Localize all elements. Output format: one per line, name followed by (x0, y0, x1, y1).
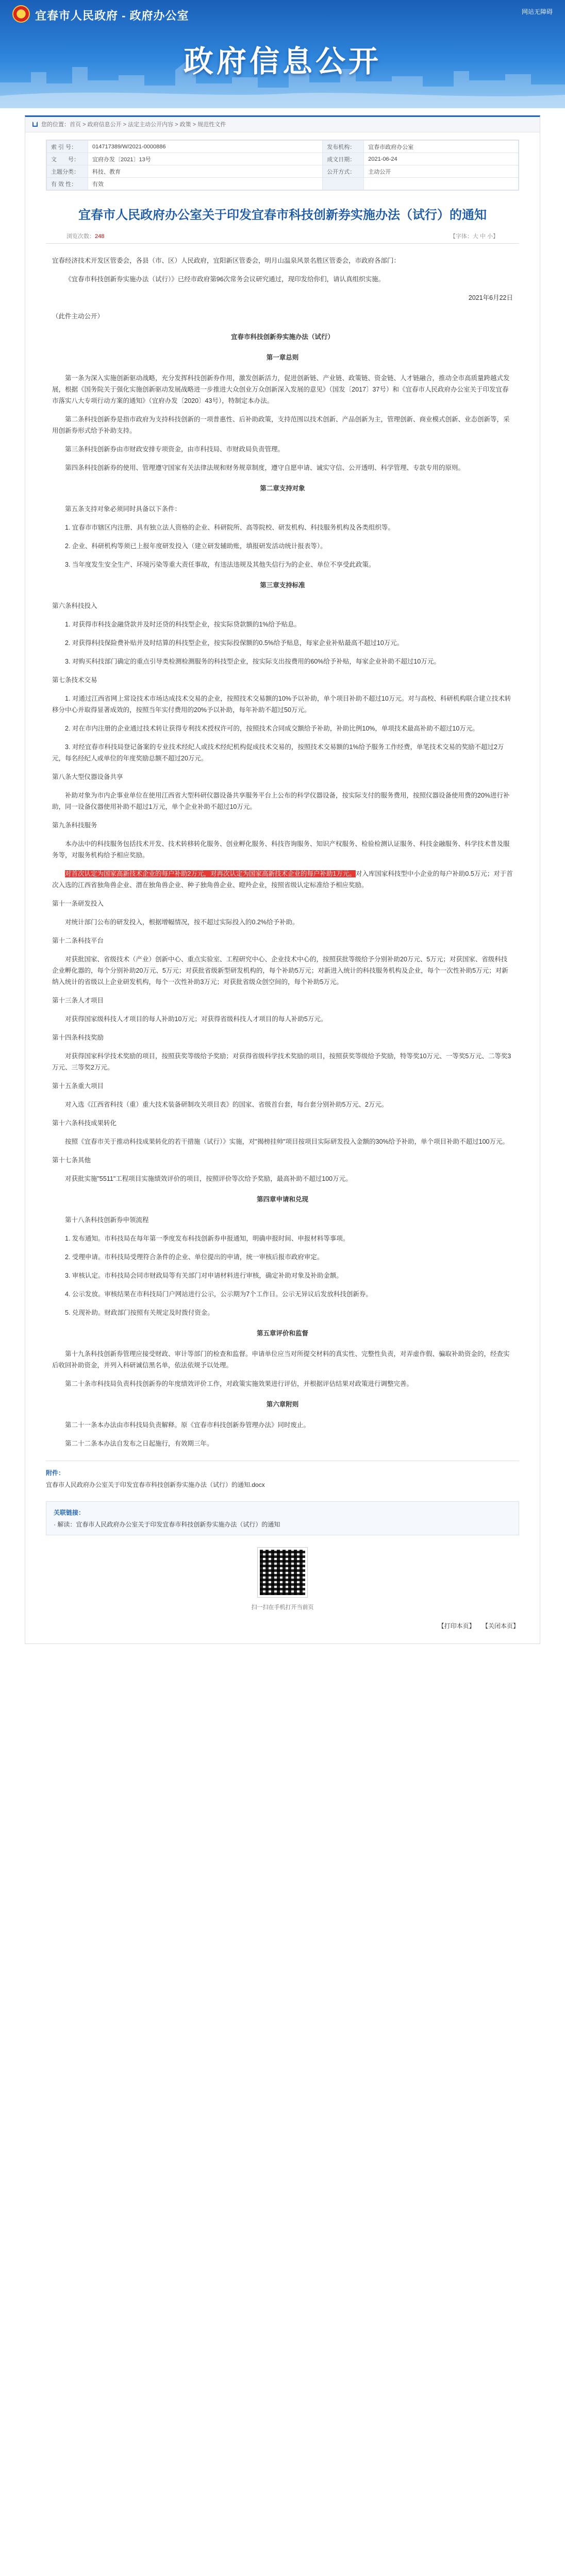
attachment-label: 附件： (46, 1469, 65, 1477)
breadcrumb (25, 117, 540, 132)
body-paragraph: 3. 对经宜春市科技局登记备案的专业技术经纪人或技术经纪机构促成技术交易的，按照技术交易额的1%给予服务工作经费，单笔技术交易的奖励不超过2万元，每名经纪人或单位的年度奖励总额不超过20万元。 (52, 743, 504, 762)
body-paragraph: 第五条支持对象必须同时具备以下条件： (65, 505, 181, 513)
meta-value (364, 178, 519, 190)
views-count: 248 (95, 233, 105, 240)
body-paragraph: 对统计部门公布的研发投入，根据增幅情况，按不超过实际投入的0.2%给予补助。 (65, 919, 299, 926)
body-paragraph: 1. 发布通知。市科技局在每年第一季度发布科技创新券申报通知，明确申报时间、申报材料等事项。 (65, 1235, 350, 1242)
body-paragraph: 第十一条研发投入 (52, 900, 104, 907)
paragraph-rest: 对入库国家科技型中小企业的每户补助0.5万元；对于首次入选的江西省独角兽企业、潜在独角兽企业、种子独角兽企业、瞪羚企业，按照省级认定标准给予相应奖励。 (52, 870, 513, 889)
body-paragraph: 4. 公示发放。审核结果在市科技局门户网站进行公示，公示期为7个工作日。公示无异议后发放科技创新券。 (65, 1291, 372, 1298)
body-paragraph: 按照《宜春市关于推动科技成果转化的若干措施（试行）》实施，对"揭榜挂帅"项目按项目实际研发投入金额的30%给予补助，单个项目补助不超过100万元。 (65, 1138, 509, 1145)
meta-value: 014717389/W/2021-0000886 (88, 141, 323, 153)
attachment-section (46, 1461, 519, 1496)
related-link[interactable]: · 解读：宜春市人民政府办公室关于印发宜春市科技创新券实施办法（试行）的通知 (54, 1521, 280, 1528)
meta-row (47, 153, 519, 165)
body-paragraph: 第十二条科技平台 (52, 937, 104, 944)
body-paragraph: 第十九条科技创新券管理应接受财政、审计等部门的检查和监督。申请单位应当对所提交材料的真实性、完整性负责，对弄虚作假、骗取补助资金的，经查实后收回补助资金，并列入科研诚信黑名单，依法依规予以处理。 (52, 1350, 510, 1369)
meta-row (47, 165, 519, 178)
meta-value: 宜春市政府办公室 (364, 141, 519, 153)
attachment-link[interactable]: 宜春市人民政府办公室关于印发宜春市科技创新券实施办法（试行）的通知.docx (46, 1481, 265, 1488)
body-paragraph: 第十五条重大项目 (52, 1082, 104, 1090)
metadata-table (46, 140, 519, 191)
body-paragraph: 第四条科技创新券的使用、管理遵守国家有关法律法规和财务规章制度，遵守自愿申请、诚实守信、公开透明、科学管理、专款专用的原则。 (65, 464, 465, 471)
breadcrumb-text[interactable]: 您的位置：首页 > 政府信息公开 > 法定主动公开内容 > 政策 > 规范性文件 (41, 122, 226, 128)
section-heading: 第五章评价和监督 (256, 1330, 308, 1337)
body-paragraph: 2021年6月22日 (468, 294, 513, 301)
views-label: 浏览次数： (67, 233, 95, 240)
body-paragraph: 第七条技术交易 (52, 676, 97, 684)
body-paragraph: （此件主动公开） (52, 313, 104, 320)
body-paragraph: 3. 审核认定。市科技局会同市财政局等有关部门对申请材料进行审核，确定补助对象及补助金额。 (65, 1272, 343, 1279)
body-paragraph: 第二十一条本办法由市科技局负责解释。原《宜春市科技创新券管理办法》同时废止。 (65, 1421, 310, 1429)
body-paragraph: 补助对象为市内企事业单位在使用江西省大型科研仪器设备共享服务平台上公布的科学仪器设备，按实际支付的服务费用，按照仪器设备使用费的20%进行补助，同一设备仪器使用补助不超过1万元，单个企业补助不超过10万元。 (52, 792, 510, 810)
meta-value: 科技、教育 (88, 165, 323, 178)
body-paragraph: 本办法中的科技服务包括技术开发、技术转移转化服务、创业孵化服务、科技咨询服务、知识产权服务、检验检测认证服务、科技金融服务、科学技术普及服务等，对服务机构给予相应奖励。 (52, 840, 510, 859)
body-paragraph: 第一条为深入实施创新驱动战略，充分发挥科技创新券作用，激发创新活力，促进创新链、产业链、政策链、资金链、人才链融合，推动全市高质量跨越式发展，根据《国务院关于强化实施创新驱动发展战略进一步推进大众创业万众创新深入发展的意见》（国发〔2017〕37号）和《宜春市人民政府办公室关于印发宜春市落实八大专项行动方案的通知》（宜府办发〔2020〕43号），特制定本办法。 (52, 375, 510, 404)
related-links (46, 1501, 519, 1535)
document-subline (46, 232, 519, 244)
section-heading: 第四章申请和兑现 (256, 1196, 308, 1203)
body-paragraph: 第六条科技投入 (52, 602, 97, 609)
qr-caption: 扫一扫在手机打开当前页 (251, 1604, 314, 1611)
meta-key: 发布机构： (323, 141, 364, 153)
section-heading: 第六章附则 (266, 1401, 299, 1408)
body-paragraph: 第二十条市科技局负责科技创新券的年度绩效评价工作，对政策实施效果进行评估，并根据评估结果对政策进行调整完善。 (65, 1380, 413, 1387)
body-paragraph: 1. 对获得市科技金融贷款并及时还贷的科技型企业，按实际贷款额的1%给予贴息。 (65, 621, 301, 628)
qr-section (25, 1548, 540, 1611)
body-paragraph: 第三条科技创新券由市财政安排专项资金，由市科技局、市财政局负责管理。 (65, 446, 285, 453)
section-heading: 第三章支持标准 (260, 582, 305, 589)
body-paragraph (52, 868, 513, 891)
meta-value: 主动公开 (364, 165, 519, 178)
body-paragraph: 第二条科技创新券是指市政府为支持科技创新的一项普惠性、后补助政策，支持范围以技术创新、产品创新为主，管理创新、商业模式创新、业态创新等，采用创新券形式给予补助支持。 (52, 416, 510, 434)
body-paragraph: 宜春经济技术开发区管委会，各县（市、区）人民政府，宜阳新区管委会，明月山温泉风景名胜区管委会，市政府各部门： (52, 257, 401, 264)
body-paragraph: 对获得国家科学技术奖励的项目，按照获奖等级给予奖励；对获得省级科学技术奖励的项目，按照获奖等级给予奖励，特等奖10万元、一等奖5万元、二等奖3万元、三等奖2万元。 (52, 1053, 511, 1071)
meta-row (47, 178, 519, 190)
home-icon (32, 122, 38, 127)
body-paragraph: 第九条科技服务 (52, 822, 97, 829)
body-paragraph: 第十七条其他 (52, 1157, 91, 1164)
section-heading: 第一章总则 (266, 354, 299, 361)
body-paragraph: 第十三条人才项目 (52, 997, 104, 1004)
meta-key: 成文日期： (323, 153, 364, 165)
body-paragraph: 3. 对购买科技部门确定的重点引导类检测检测服务的科技型企业，按实际支出按费用的60%给予补贴，每家企业补助不超过10万元。 (65, 658, 440, 665)
section-heading: 宜春市科技创新券实施办法（试行） (230, 333, 334, 341)
body-paragraph: 2. 对获得科技保险费补贴并及时结算的科技型企业，按实际投保额的0.5%给予贴息，每家企业补贴最高不超过10万元。 (65, 639, 404, 647)
body-paragraph: 对获批国家、省级技术（产业）创新中心、重点实验室、工程研究中心、企业技术中心的，按照获批等级给予分别补助20万元、5万元；对获国家、省级科技企业孵化器的，每个分别补助20万元、5万元；对获批省级新型研发机构的，每个补助5万元；对新进入统计的科技服务机构及企业，每个一次性补助5万元；对新纳入统计的省级以上企业研发机构，每个一次性补助3万元；对获批省级众创空间的，每个补助5万元。 (52, 956, 508, 986)
meta-key: 主题分类： (47, 165, 88, 178)
body-paragraph: 2. 对在市内注册的企业通过技术转让获得专利技术授权许可的，按照技术合同成交额给予补助，补助比例10%，单项技术最高补助不超过10万元。 (65, 725, 479, 732)
print-button[interactable]: 【打印本页】 (438, 1622, 475, 1630)
body-paragraph: 1. 宜春市市辖区内注册、具有独立法人资格的企业、科研院所、高等院校、研发机构、科技服务机构及各类组织等。 (65, 524, 394, 531)
meta-row (47, 141, 519, 153)
close-button[interactable]: 【关闭本页】 (481, 1622, 519, 1630)
body-paragraph: 对获得国家级科技人才项目的每人补助10万元；对获得省级科技人才项目的每人补助5万元。 (65, 1015, 327, 1023)
qr-code-icon (258, 1548, 307, 1597)
header-banner (0, 0, 565, 108)
body-paragraph: 5. 兑现补助。财政部门按照有关规定及时拨付资金。 (65, 1309, 214, 1316)
body-paragraph: 第二十二条本办法自发布之日起施行，有效期三年。 (65, 1440, 213, 1447)
body-paragraph: 对入选《江西省科技（重）重大技术装备研制攻关项目表》的国家、省级首台套，每台套分别补助5万元、2万元。 (65, 1101, 388, 1108)
meta-value: 2021-06-24 (364, 153, 519, 165)
document-title: 宜春市人民政府办公室关于印发宜春市科技创新券实施办法（试行）的通知 (78, 208, 487, 222)
main-panel (25, 115, 540, 1644)
body-paragraph: 2. 受理申请。市科技局受理符合条件的企业、单位提出的申请，统一审核后报市政府审定。 (65, 1253, 324, 1261)
body-paragraph: 对获批实施"5511"工程项目实施绩效评价的项目，按照评价等次给予奖励，最高补助不超过100万元。 (65, 1175, 352, 1182)
body-paragraph: 第十六条科技成果转化 (52, 1120, 117, 1127)
meta-key: 索 引 号： (47, 141, 88, 153)
body-paragraph: 第八条大型仪器设备共享 (52, 773, 123, 781)
body-paragraph: 3. 当年度发生安全生产、环境污染等重大责任事故，有违法违规及其他失信行为的企业、单位不享受此政策。 (65, 561, 375, 568)
highlighted-text: 对首次认定为国家高新技术企业的每户补助2万元，对再次认定为国家高新技术企业的每户补助1万元。 (65, 870, 356, 877)
meta-key: 文 号： (47, 153, 88, 165)
meta-value: 宜府办发〔2021〕13号 (88, 153, 323, 165)
site-title: 宜春市人民政府 - 政府办公室 (35, 9, 189, 22)
font-size-switch[interactable]: 【字体：大 中 小】 (450, 233, 498, 240)
body-paragraph: 第十八条科技创新券申领流程 (65, 1216, 149, 1224)
meta-key: 有 效 性： (47, 178, 88, 190)
related-label: 关联链接： (54, 1509, 85, 1516)
accessibility-link[interactable]: 网站无障碍 (521, 8, 553, 15)
body-paragraph: 2. 企业、科研机构等须已上报年度研发投入（建立研发辅助账，填报研发活动统计报表等）。 (65, 543, 327, 550)
meta-key: 公开方式： (323, 165, 364, 178)
body-paragraph: 第十四条科技奖励 (52, 1034, 104, 1041)
meta-value: 有效 (88, 178, 323, 190)
page-actions (25, 1616, 540, 1643)
section-heading: 第二章支持对象 (260, 485, 305, 492)
national-emblem-icon (12, 5, 30, 23)
document-body (25, 255, 540, 1449)
body-paragraph: 《宜春市科技创新券实施办法（试行）》已经市政府第96次常务会议研究通过，现印发给你们，请认真组织实施。 (65, 276, 385, 283)
page-big-title: 政府信息公开 (183, 45, 381, 78)
body-paragraph: 1. 对通过江西省网上常设技术市场达成技术交易的企业，按照技术交易额的10%予以补助，单个项目补助不超过10万元。对与高校、科研机构联合建立技术转移分中心并取得显著成效的，按照当年实付费用的20%予以补助，每年补助不超过50万元。 (52, 695, 511, 714)
meta-key (323, 178, 364, 190)
